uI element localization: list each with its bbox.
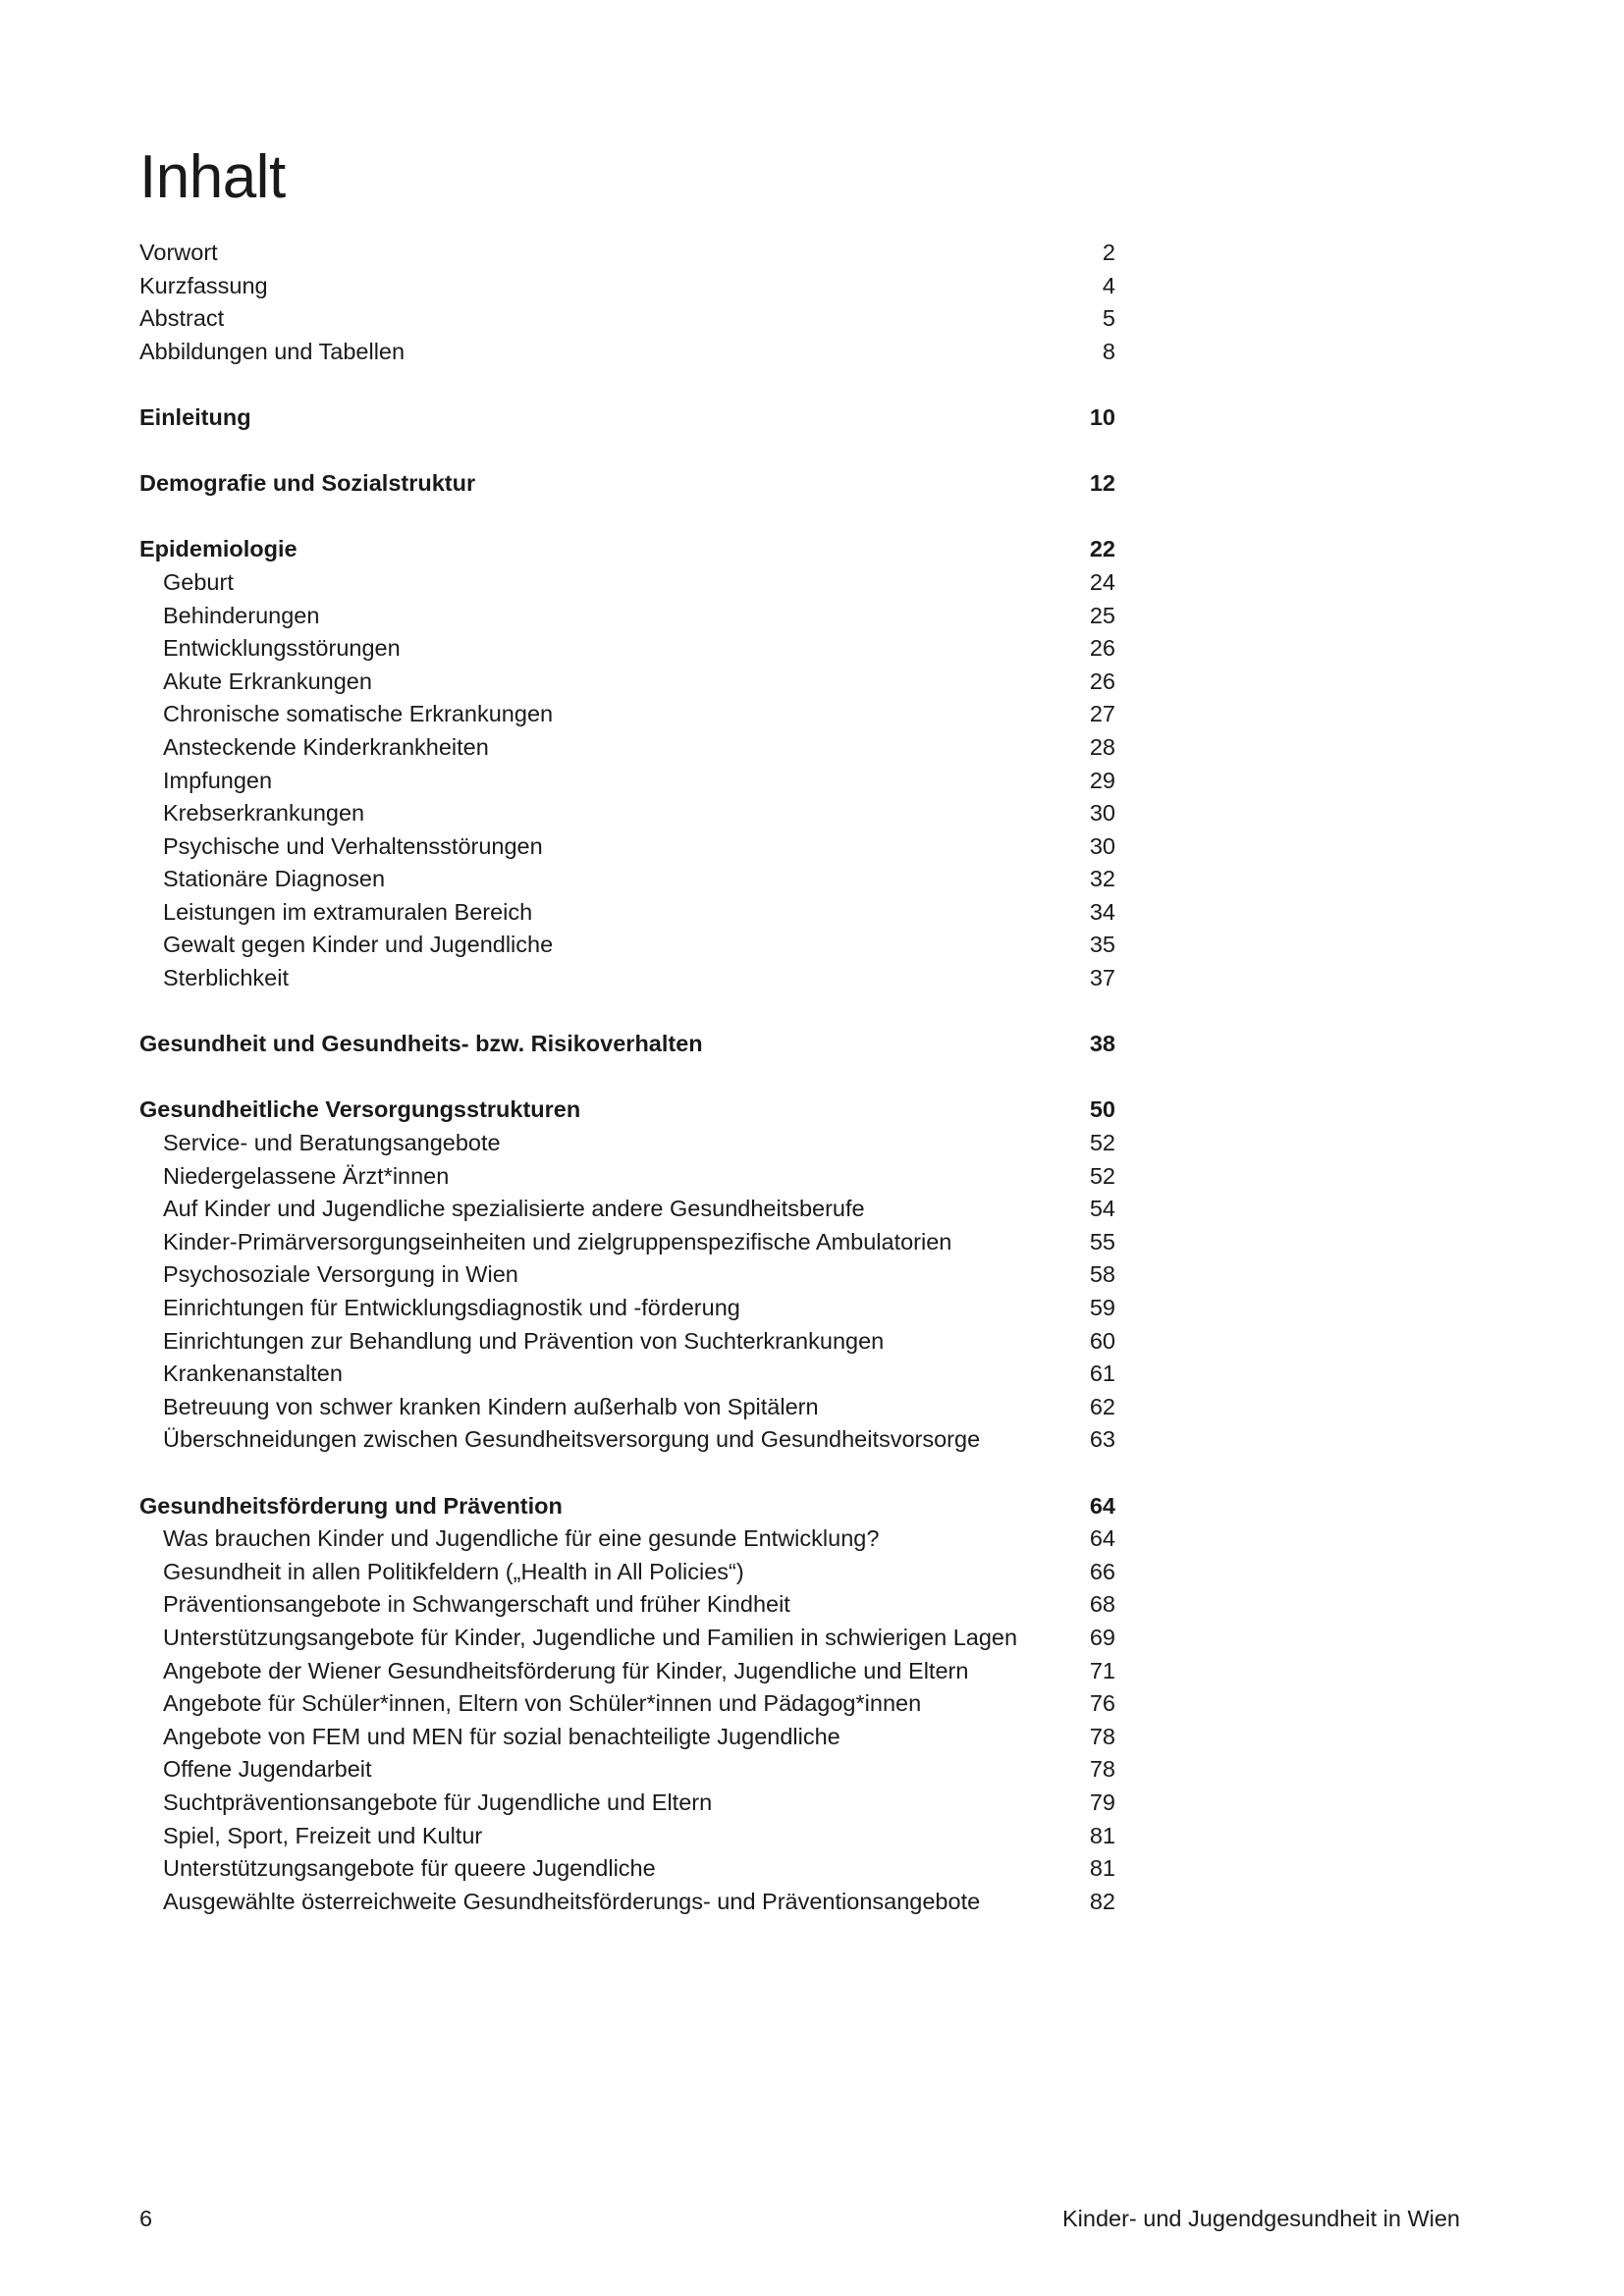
toc-entry-label: Einleitung bbox=[139, 403, 251, 430]
toc-entry-label: Einrichtungen zur Behandlung und Prävention von Suchterkrankungen bbox=[163, 1327, 885, 1354]
toc-entry-label: Psychische und Verhaltensstörungen bbox=[163, 832, 543, 859]
toc-entry-page: 32 bbox=[1089, 866, 1115, 892]
toc-entry-label: Was brauchen Kinder und Jugendliche für eine gesunde Entwicklung? bbox=[163, 1525, 880, 1552]
toc-section-entry[interactable] bbox=[139, 731, 1115, 765]
toc-entry-label: Psychosoziale Versorgung in Wien bbox=[163, 1261, 518, 1288]
toc-section-entry[interactable] bbox=[139, 1391, 1115, 1424]
toc-entry-label: Stationäre Diagnosen bbox=[163, 866, 386, 892]
toc-chapter-entry[interactable] bbox=[139, 1028, 1115, 1061]
toc-entry-page: 79 bbox=[1089, 1789, 1115, 1815]
toc-section-entry[interactable] bbox=[139, 1852, 1115, 1886]
toc-entry-page: 52 bbox=[1089, 1130, 1115, 1156]
toc-entry-label: Ausgewählte österreichweite Gesundheitsförderungs- und Präventionsangebote bbox=[163, 1888, 981, 1914]
toc-entry-label: Einrichtungen für Entwicklungsdiagnostik und -förderung bbox=[163, 1295, 740, 1320]
toc-entry-page: 61 bbox=[1089, 1361, 1115, 1387]
toc-entry-label: Gesundheit und Gesundheits- bzw. Risikoverhalten bbox=[139, 1031, 703, 1057]
toc-entry-page: 81 bbox=[1089, 1855, 1115, 1882]
toc-section-entry[interactable] bbox=[139, 698, 1115, 731]
toc-entry-page: 37 bbox=[1089, 965, 1115, 991]
toc-section-entry[interactable] bbox=[139, 1687, 1115, 1721]
toc-section-entry[interactable] bbox=[139, 1325, 1115, 1359]
toc-entry-page: 52 bbox=[1089, 1162, 1115, 1189]
toc-section-entry[interactable] bbox=[139, 1226, 1115, 1259]
toc-section-entry[interactable] bbox=[139, 1127, 1115, 1160]
toc-entry-page: 81 bbox=[1089, 1822, 1115, 1848]
toc-section-entry[interactable] bbox=[139, 929, 1115, 962]
toc-chapter-entry[interactable] bbox=[139, 1094, 1115, 1127]
toc-section-entry[interactable] bbox=[139, 896, 1115, 930]
toc-entry-page: 10 bbox=[1089, 403, 1115, 430]
toc-entry-page: 30 bbox=[1089, 832, 1115, 859]
toc-front-entry[interactable] bbox=[139, 270, 1115, 303]
toc-section-entry[interactable] bbox=[139, 632, 1115, 666]
toc-section-entry[interactable] bbox=[139, 1160, 1115, 1194]
toc-section-entry[interactable] bbox=[139, 1556, 1115, 1589]
toc-section-entry[interactable] bbox=[139, 1753, 1115, 1787]
toc-entry-label: Epidemiologie bbox=[139, 536, 298, 562]
page-title: Inhalt bbox=[139, 142, 286, 211]
toc-entry-page: 68 bbox=[1089, 1591, 1115, 1618]
toc-entry-page: 5 bbox=[1102, 305, 1115, 332]
toc-entry-label: Akute Erkrankungen bbox=[163, 667, 372, 694]
toc-section-entry[interactable] bbox=[139, 566, 1115, 600]
toc-entry-page: 64 bbox=[1089, 1492, 1115, 1519]
toc-entry-label: Gesundheitsförderung und Prävention bbox=[139, 1492, 563, 1519]
toc-section-entry[interactable] bbox=[139, 1588, 1115, 1622]
toc-entry-page: 69 bbox=[1089, 1624, 1115, 1650]
toc-front-entry[interactable] bbox=[139, 237, 1115, 270]
toc-section-entry[interactable] bbox=[139, 1423, 1115, 1457]
toc-section-entry[interactable] bbox=[139, 600, 1115, 633]
toc-entry-label: Präventionsangebote in Schwangerschaft und früher Kindheit bbox=[163, 1591, 790, 1618]
toc-section-entry[interactable] bbox=[139, 863, 1115, 896]
toc-entry-page: 27 bbox=[1089, 701, 1115, 727]
toc-entry-page: 78 bbox=[1089, 1723, 1115, 1749]
toc-entry-page: 35 bbox=[1089, 932, 1115, 958]
toc-section-entry[interactable] bbox=[139, 1193, 1115, 1226]
toc-entry-label: Ansteckende Kinderkrankheiten bbox=[163, 733, 489, 760]
toc-entry-label: Gesundheit in allen Politikfeldern („Health in All Policies“) bbox=[163, 1558, 744, 1584]
toc-section-entry[interactable] bbox=[139, 1358, 1115, 1391]
toc-section-entry[interactable] bbox=[139, 1721, 1115, 1754]
toc-entry-page: 66 bbox=[1089, 1558, 1115, 1584]
toc-entry-page: 26 bbox=[1089, 635, 1115, 662]
toc-entry-label: Unterstützungsangebote für Kinder, Jugendliche und Familien in schwierigen Lagen bbox=[163, 1624, 1018, 1650]
footer-page-number: 6 bbox=[139, 2206, 153, 2231]
toc-spacer bbox=[139, 501, 1115, 534]
toc-entry-page: 78 bbox=[1089, 1756, 1115, 1783]
toc-spacer bbox=[139, 1457, 1115, 1490]
toc-spacer bbox=[139, 1061, 1115, 1095]
toc-spacer bbox=[139, 435, 1115, 468]
toc-entry-label: Auf Kinder und Jugendliche spezialisierte andere Gesundheitsberufe bbox=[163, 1196, 865, 1222]
toc-entry-label: Kinder-Primärversorgungseinheiten und zielgruppenspezifische Ambulatorien bbox=[163, 1228, 952, 1255]
toc-entry-page: 55 bbox=[1089, 1228, 1115, 1255]
toc-entry-page: 4 bbox=[1102, 272, 1115, 298]
toc-entry-page: 25 bbox=[1089, 602, 1115, 628]
toc-section-entry[interactable] bbox=[139, 1258, 1115, 1292]
toc-entry-page: 64 bbox=[1089, 1525, 1115, 1552]
toc-entry-label: Geburt bbox=[163, 568, 234, 595]
toc-entry-page: 82 bbox=[1089, 1888, 1115, 1914]
table-of-contents bbox=[139, 237, 1115, 1918]
toc-entry-label: Abbildungen und Tabellen bbox=[139, 338, 406, 364]
toc-entry-label: Niedergelassene Ärzt*innen bbox=[163, 1162, 450, 1189]
toc-section-entry[interactable] bbox=[139, 1787, 1115, 1820]
toc-entry-page: 59 bbox=[1089, 1295, 1115, 1320]
toc-entry-page: 28 bbox=[1089, 733, 1115, 760]
toc-spacer bbox=[139, 368, 1115, 401]
toc-entry-label: Behinderungen bbox=[163, 602, 320, 628]
toc-section-entry[interactable] bbox=[139, 1522, 1115, 1556]
toc-entry-page: 12 bbox=[1089, 470, 1115, 497]
toc-entry-page: 22 bbox=[1089, 536, 1115, 562]
toc-entry-page: 62 bbox=[1089, 1393, 1115, 1419]
toc-entry-label: Betreuung von schwer kranken Kindern außerhalb von Spitälern bbox=[163, 1393, 819, 1419]
toc-entry-page: 29 bbox=[1089, 767, 1115, 793]
toc-entry-label: Krebserkrankungen bbox=[163, 800, 365, 827]
toc-entry-page: 63 bbox=[1089, 1426, 1115, 1453]
toc-front-entry[interactable] bbox=[139, 302, 1115, 336]
toc-entry-page: 50 bbox=[1089, 1096, 1115, 1123]
toc-entry-page: 54 bbox=[1089, 1196, 1115, 1222]
toc-chapter-entry[interactable] bbox=[139, 533, 1115, 566]
toc-entry-page: 26 bbox=[1089, 667, 1115, 694]
toc-entry-label: Sterblichkeit bbox=[163, 965, 289, 991]
toc-entry-label: Angebote der Wiener Gesundheitsförderung für Kinder, Jugendliche und Eltern bbox=[163, 1657, 969, 1683]
footer-publication-title: Kinder- und Jugendgesundheit in Wien bbox=[1062, 2206, 1460, 2231]
toc-entry-page: 34 bbox=[1089, 898, 1115, 925]
toc-section-entry[interactable] bbox=[139, 666, 1115, 699]
toc-section-entry[interactable] bbox=[139, 1622, 1115, 1655]
toc-entry-label: Vorwort bbox=[139, 240, 218, 265]
toc-entry-label: Unterstützungsangebote für queere Jugendliche bbox=[163, 1855, 656, 1882]
toc-entry-label: Demografie und Sozialstruktur bbox=[139, 470, 476, 497]
toc-entry-label: Abstract bbox=[139, 305, 225, 332]
toc-entry-page: 71 bbox=[1089, 1657, 1115, 1683]
toc-entry-page: 24 bbox=[1089, 568, 1115, 595]
toc-front-entry[interactable] bbox=[139, 336, 1115, 369]
toc-chapter-entry[interactable] bbox=[139, 1490, 1115, 1523]
toc-section-entry[interactable] bbox=[139, 830, 1115, 864]
toc-chapter-entry[interactable] bbox=[139, 401, 1115, 435]
toc-entry-label: Krankenanstalten bbox=[163, 1361, 343, 1387]
toc-entry-label: Impfungen bbox=[163, 767, 273, 793]
toc-section-entry[interactable] bbox=[139, 962, 1115, 995]
toc-entry-label: Angebote von FEM und MEN für sozial benachteiligte Jugendliche bbox=[163, 1723, 840, 1749]
toc-entry-page: 58 bbox=[1089, 1261, 1115, 1288]
toc-entry-page: 60 bbox=[1089, 1327, 1115, 1354]
toc-section-entry[interactable] bbox=[139, 797, 1115, 830]
toc-entry-label: Kurzfassung bbox=[139, 272, 268, 298]
toc-section-entry[interactable] bbox=[139, 1655, 1115, 1688]
toc-entry-page: 8 bbox=[1102, 338, 1115, 364]
toc-entry-label: Überschneidungen zwischen Gesundheitsversorgung und Gesundheitsvorsorge bbox=[163, 1426, 981, 1453]
toc-chapter-entry[interactable] bbox=[139, 467, 1115, 501]
toc-entry-page: 30 bbox=[1089, 800, 1115, 827]
toc-entry-label: Entwicklungsstörungen bbox=[163, 635, 401, 662]
toc-entry-label: Spiel, Sport, Freizeit und Kultur bbox=[163, 1822, 483, 1848]
toc-spacer bbox=[139, 995, 1115, 1029]
toc-section-entry[interactable] bbox=[139, 1820, 1115, 1853]
toc-entry-label: Gewalt gegen Kinder und Jugendliche bbox=[163, 932, 554, 958]
toc-entry-page: 76 bbox=[1089, 1690, 1115, 1717]
toc-section-entry[interactable] bbox=[139, 1292, 1115, 1325]
toc-entry-label: Chronische somatische Erkrankungen bbox=[163, 701, 554, 727]
toc-section-entry[interactable] bbox=[139, 1886, 1115, 1919]
toc-entry-label: Angebote für Schüler*innen, Eltern von Schüler*innen und Pädagog*innen bbox=[163, 1690, 922, 1717]
toc-entry-label: Gesundheitliche Versorgungsstrukturen bbox=[139, 1096, 581, 1123]
toc-entry-page: 2 bbox=[1102, 240, 1115, 265]
toc-entry-label: Leistungen im extramuralen Bereich bbox=[163, 898, 533, 925]
toc-entry-label: Suchtpräventionsangebote für Jugendliche und Eltern bbox=[163, 1789, 713, 1815]
toc-entry-label: Service- und Beratungsangebote bbox=[163, 1130, 501, 1156]
toc-section-entry[interactable] bbox=[139, 765, 1115, 798]
toc-entry-page: 38 bbox=[1089, 1031, 1115, 1057]
toc-entry-label: Offene Jugendarbeit bbox=[163, 1756, 372, 1783]
